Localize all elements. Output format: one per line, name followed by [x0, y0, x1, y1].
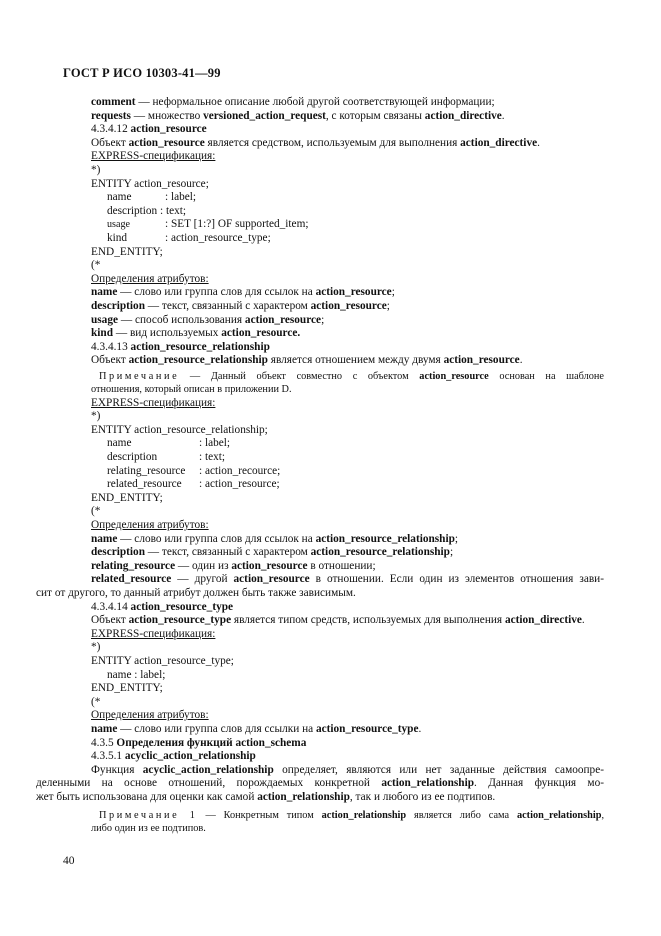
- code-line: description : text;: [107, 204, 187, 217]
- code-line: *): [91, 410, 101, 423]
- code-line: ENTITY action_resource;: [91, 177, 209, 190]
- note-line: отношения, который описан в приложении D.: [91, 384, 292, 396]
- paragraph: Объект action_resource_type является типом средств, используемых для выполнения action_directive.: [91, 614, 585, 627]
- attr-def-requests: requests — множество versioned_action_request, с которым связаны action_directive.: [91, 109, 505, 122]
- express-spec-label: EXPRESS-спецификация:: [91, 627, 216, 640]
- code-line: (*: [91, 259, 101, 272]
- code-line: description : text;: [107, 451, 226, 464]
- attr-def-name: name — слово или группа слов для ссылки на action_resource_type.: [91, 722, 422, 735]
- express-spec-label: EXPRESS-спецификация:: [91, 396, 216, 409]
- paragraph-continuation: сит от другого, то данный атрибут должен быть также зависимым.: [36, 587, 356, 599]
- attr-def-name: name — слово или группа слов для ссылок на action_resource;: [91, 286, 395, 299]
- attr-def-name: name — слово или группа слов для ссылок на action_resource_relationship;: [91, 532, 459, 545]
- note-line: Примечание 1 — Конкретным типом action_relationship является либо сама action_relationship,: [99, 809, 605, 821]
- attr-definitions-label: Определения атрибутов:: [91, 272, 209, 285]
- code-line: (*: [91, 505, 101, 518]
- paragraph: Объект action_resource является средством, используемым для выполнения action_directive.: [91, 136, 540, 149]
- section-heading-4-3-4-13: 4.3.4.13 action_resource_relationship: [91, 340, 270, 353]
- page-number: 40: [63, 855, 75, 867]
- attr-definitions-label: Определения атрибутов:: [91, 709, 209, 722]
- code-line: END_ENTITY;: [91, 682, 163, 695]
- document-header: ГОСТ Р ИСО 10303-41—99: [63, 66, 221, 80]
- code-line: ENTITY action_resource_relationship;: [91, 423, 268, 436]
- code-line: related_resource : action_resource;: [107, 478, 280, 491]
- attr-def-kind: kind — вид используемых action_resource.: [91, 327, 301, 340]
- attr-def-comment: comment — неформальное описание любой другой соответствующей информации;: [91, 96, 495, 108]
- code-line: (*: [91, 695, 101, 708]
- note-line: либо один из ее подтипов.: [91, 822, 206, 834]
- code-line: ENTITY action_resource_type;: [91, 654, 234, 667]
- code-line: kind : action_resource_type;: [107, 231, 271, 244]
- code-line: usage : SET [1:?] OF supported_item;: [107, 218, 309, 231]
- attr-definitions-label: Определения атрибутов:: [91, 519, 209, 532]
- paragraph: жет быть использована для оценки как самой action_relationship, так и любого из ее подтипов.: [36, 790, 496, 803]
- paragraph: деленными на основе отношений, порождаемых конкретной action_relationship. Данная функция мо-: [36, 777, 604, 790]
- code-line: name : label;: [107, 191, 197, 204]
- code-line: END_ENTITY;: [91, 245, 163, 258]
- page-content: [36, 96, 604, 835]
- code-line: name : label;: [107, 437, 231, 450]
- express-spec-label: EXPRESS-спецификация:: [91, 150, 216, 163]
- code-line: *): [91, 641, 101, 654]
- attr-def-relating-resource: relating_resource — один из action_resource в отношении;: [91, 559, 376, 572]
- section-heading-4-3-5-1: 4.3.5.1 acyclic_action_relationship: [91, 750, 256, 763]
- note-block: [36, 368, 604, 397]
- note-line: Примечание — Данный объект совместно с объектом action_resource основан на шаблоне: [99, 370, 605, 382]
- code-line: *): [91, 163, 101, 176]
- attr-def-description: description — текст, связанный с характером action_resource_relationship;: [91, 546, 454, 559]
- section-heading-4-3-4-12: 4.3.4.12 action_resource: [91, 123, 207, 136]
- code-line: END_ENTITY;: [91, 491, 163, 504]
- paragraph: Функция acyclic_action_relationship определяет, являются или нет заданные действия самоопре-: [91, 763, 604, 776]
- note-block: [36, 805, 604, 836]
- attr-def-usage: usage — способ использования action_resource;: [91, 313, 325, 326]
- code-line: name : label;: [107, 668, 166, 681]
- section-heading-4-3-4-14: 4.3.4.14 action_resource_type: [91, 600, 234, 613]
- code-line: relating_resource : action_recource;: [107, 464, 281, 477]
- section-heading-4-3-5: 4.3.5 Определения функций action_schema: [91, 736, 307, 749]
- attr-def-related-resource: related_resource — другой action_resource в отношении. Если один из элементов отношения зави-: [91, 573, 604, 586]
- paragraph: Объект action_resource_relationship является отношением между двумя action_resource.: [91, 354, 523, 367]
- attr-def-description: description — текст, связанный с характером action_resource;: [91, 299, 390, 312]
